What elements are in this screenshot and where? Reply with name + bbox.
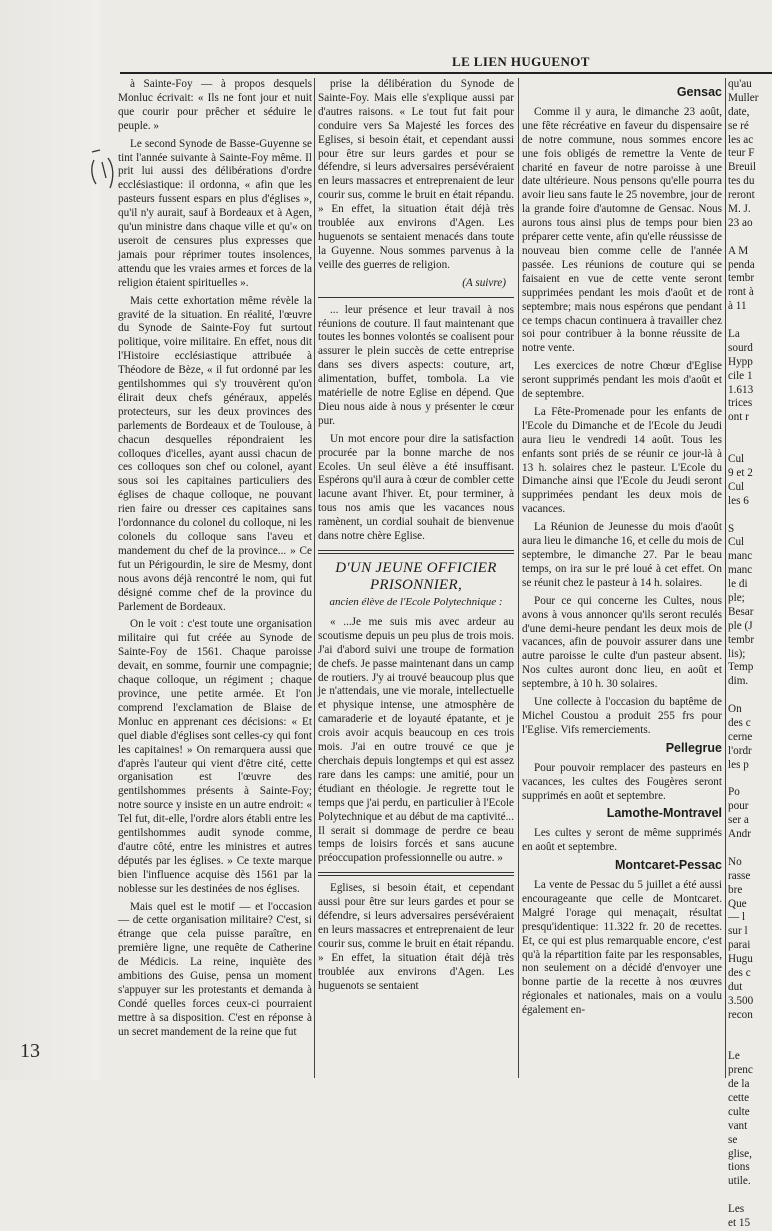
margin-stamp — [88, 148, 118, 197]
cut-off-line: cerne — [728, 730, 753, 743]
cut-off-line: recon — [728, 1008, 753, 1021]
cut-off-line: lis); — [728, 647, 746, 660]
page-number: 13 — [20, 1040, 40, 1062]
cut-off-line — [728, 689, 772, 703]
cut-off-line: Le — [728, 1050, 740, 1063]
cut-off-line: — l — [728, 911, 746, 924]
cut-off-line: dut — [728, 980, 743, 993]
newspaper-title: LE LIEN HUGUENOT — [452, 54, 590, 69]
cut-off-line: tes du — [728, 175, 755, 188]
paragraph: La vente de Pessac du 5 juillet a été aussi encourageante que celle de Montcaret. Malgré l'orage qui menaçait, résultat presqu'identique: 11.322 fr. 20 de recettes. Et, ce qui est plus remarquable encore, c'est qu'à la répartition faite par les responsables, non seulement on a décidé d'envoyer une bonne partie de la recette à nos œuvres régionales et nationales, mais on a voulu également en- — [522, 879, 722, 1017]
header-rule — [120, 72, 772, 74]
paragraph: Eglises, si besoin était, et cependant aussi pour être sur leurs gardes et pour se défendre, si leurs adversaires persévéraient en leurs massacres et entreprenaient de leur courir sus, comme le bruit en était répandu. » En effet, la situation était déjà très troublée aux environs d'Agen. Les huguenots se sentaient — [318, 882, 514, 992]
article-title: D'UN JEUNE OFFICIER PRISONNIER, — [335, 560, 497, 593]
cut-off-line: prenc — [728, 1064, 753, 1077]
cut-off-line: et 15 — [728, 1217, 751, 1230]
cut-off-line — [728, 1023, 772, 1037]
cut-off-line: manc — [728, 550, 753, 563]
cut-off-line: culte — [728, 1105, 750, 1118]
paragraph: Les exercices de notre Chœur d'Eglise seront supprimés pendant les mois d'août et de septembre. — [522, 360, 722, 401]
cut-off-line: ser a — [728, 814, 749, 827]
cut-off-line: 1.613 — [728, 383, 754, 396]
cut-off-line: les p — [728, 758, 749, 771]
section-heading-gensac: Gensac — [676, 85, 722, 99]
cut-off-line — [728, 509, 772, 523]
cut-off-line: vant — [728, 1119, 748, 1132]
cut-off-line: des c — [728, 716, 751, 729]
section-heading-lamothe: Lamothe-Montravel — [606, 806, 722, 821]
cut-off-line: tembr — [728, 272, 755, 285]
paragraph: Comme il y aura, le dimanche 23 août, une fête récréative en faveur du dispensaire de notre commune, nous sommes encore une fois obligés de remettre la Vente de charité en faveur de notre paroisse à une date ultérieure. Nous pensons qu'elle pourra avoir lieu sans faute le 25 novembre, jour de la grande foire d'automne de Gensac. Nous aurons tous ainsi plus de temps pour bien préparer cette vente, afin qu'elle réussisse de nouveau bien comme celle de l'année passée. Les réunions de couture qui se faisaient en vue de cette vente seront supprimées pendant les mois d'août et de septembre; mais nous espérons que pendant ce temps chacun continuera à travailler chez soi pour contribuer à la bonne réussite de notre vente. — [522, 105, 722, 355]
cut-off-line: sourd — [728, 341, 753, 354]
cut-off-line: ple; — [728, 591, 745, 604]
cut-off-line: ple (J — [728, 619, 753, 632]
section-rule — [318, 550, 514, 554]
paragraph: Mais cette exhortation même révèle la gravité de la situation. En réalité, l'œuvre du Synode de Sainte-Foy fut surtout politique, voire militaire. En effet, nous dit l'Histoire ecclésiastique attribuée à Théodore de Bèze, « il fut ordonné par les gentilshommes qui s'y trouvèrent qu'on élirait deux chefs généraux, appelés protecteurs, sur les deux provinces des parlements de Bordeaux et de Toulouse, à chacun desquelles répondraient les colloques d'icelles, ayant aussi chacun de ces colloques son chef ou colonel, ayant sous soi les capitaines particuliers des églises de chaque colloque, ne pouvant rien faire ou dresser ces capitaines sans l'ordonnance du colonel du colloque, ni les colonels du colloque sans l'aveu et mandement du chef de la province... » Ce fut un Périgourdin, le sire de Mesmy, dont nous avons déjà rencontré le nom, qui fut désigné comme chef de la province du Parlement de Bordeaux. — [118, 294, 312, 613]
section-rule — [318, 872, 514, 876]
cut-off-line — [728, 1189, 772, 1203]
paragraph: Une collecte à l'occasion du baptême de Michel Coustou a produit 255 frs pour l'Eglise. Vifs remerciements. — [522, 696, 722, 736]
section-heading-pellegrue: Pellegrue — [665, 740, 722, 755]
paragraph: Mais quel est le motif — et l'occasion — de cette organisation militaire? C'est, si étrange que cela puisse paraître, en première ligne, une requête de Catherine de Médicis. La reine, inquiète des ambitions des Guise, pensa un moment s'appuyer sur les protestants et demanda à Condé quelles forces ceux-ci pourraient mettre à sa disposition. C'est en réponse à un secret mandement de la reine que fut — [118, 900, 312, 1038]
column-divider — [314, 78, 315, 1078]
cut-off-line: reront — [728, 189, 755, 202]
section-rule — [318, 297, 514, 298]
cut-off-line: se — [728, 1133, 738, 1146]
article-byline: ancien élève de l'Ecole Polytechnique : — [329, 596, 503, 608]
cut-off-line: utile. — [728, 1175, 751, 1188]
cut-off-line: trices — [728, 397, 753, 410]
cut-off-line: Cul — [728, 536, 745, 549]
cut-off-line: le di — [728, 578, 748, 591]
cut-off-line: On — [728, 703, 742, 716]
paragraph: Le second Synode de Basse-Guyenne se tint l'année suivante à Sainte-Foy même. Il prit lui aussi des délibérations d'ordre ecclésiastique: il ordonna, « afin que les pasteurs fussent espars en plus d'églises », qu'il n'y aurait, sauf à Bordeaux et à Agen, qu'un ministre dans chaque ville et qu'« on useroit de censures plus expresses que jamais pour réprimer toutes insolences, attendu que les vraies armes et forces de la religion étaient spirituelles ». — [118, 137, 312, 289]
cut-off-line: S — [728, 522, 735, 535]
cut-off-line — [728, 773, 772, 787]
cut-off-line — [728, 439, 772, 453]
paragraph: Les cultes y seront de même supprimés en août et septembre. — [522, 827, 722, 854]
cut-off-line — [728, 425, 772, 439]
cut-off-line: parai — [728, 939, 751, 952]
cut-off-line: les ac — [728, 133, 754, 146]
cut-off-line — [728, 314, 772, 328]
cut-off-line: Que — [728, 897, 747, 910]
paragraph: La Réunion de Jeunesse du mois d'août aura lieu le dimanche 16, et celle du mois de septembre, le dimanche 27. Par le beau temps, on ira sur le pré loué à cet effet. On se réunit chez le pasteur à 14 h. solaires. — [522, 521, 722, 589]
cut-off-line: manc — [728, 564, 753, 577]
paragraph: Pour ce qui concerne les Cultes, nous avons à vous annoncer qu'ils seront reculés d'une demi-heure pendant les deux mois de vacances, afin de pouvoir assurer dans une autre paroisse le culte d'un pasteur absent. Nos cultes auront donc lieu, en août et septembre, à 10 h. 30 solaires. — [522, 594, 722, 691]
cut-off-line — [728, 1036, 772, 1050]
cut-off-line: penda — [728, 258, 755, 271]
paragraph: ... leur présence et leur travail à nos réunions de couture. Il faut maintenant que toutes les bonnes volontés se coalisent pour assurer le plein succès de cette entreprise dans ses divers aspects: couture, art, alimentation, buffet, tombola. La vie matérielle de notre Eglise en dépend. Que Dieu nous aide à nous y présenter le cœur pur. — [318, 303, 514, 427]
cut-off-line: Hugu — [728, 953, 753, 966]
column-parish-news — [522, 82, 722, 1022]
cut-off-line: Andr — [728, 828, 751, 841]
paragraph: Un mot encore pour dire la satisfaction procurée par la bonne marche de nos Ecoles. Un seul élève a été insuffisant. Espérons qu'il aura à cœur de combler cette lacune avant l'hiver. Et, pour terminer, à tous nos amis que les vacances nous ramènent, un cordial souhait de bienvenue dans notre chère Eglise. — [318, 432, 514, 543]
cut-off-line: cile 1 — [728, 369, 753, 382]
cut-off-line: qu'au — [728, 78, 752, 90]
cut-off-line: 9 et 2 — [728, 466, 753, 479]
paragraph: On le voit : c'est toute une organisation militaire qui fut créée au Synode de Sainte-Foy de 1561. Chaque paroisse devait, en somme, fournir une compagnie; chaque colloque, un régiment ; chaque province, une petite armée. Et l'on comprend l'exclamation de Blaise de Monluc en apprenant ces décisions: « Et quel diable d'églises sont celles-cy qui font les capitaines! » On remarquera aussi que d'après l'auteur qui vient d'être cité, cette organisation est l'œuvre des gentilshommes présents à Sainte-Foy; notre source y insiste en un autre endroit: « Tel fut, dit-elle, l'ordre alors établi entre les gentilshommes audit synode comme, d'autre côté, entre les ministres et autres députés par les églises. » Ce texte marque bien l'influence acquise dès 1561 par la noblesse sur les destinées de nos églises. — [118, 618, 312, 895]
column-cut-off — [728, 78, 772, 1231]
cut-off-line: tions — [728, 1161, 750, 1174]
cut-off-line: sur l — [728, 925, 748, 938]
cut-off-line: 3.500 — [728, 994, 754, 1007]
cut-off-line — [728, 842, 772, 856]
cut-off-line: Cul — [728, 480, 745, 493]
column-divider — [725, 78, 726, 1078]
cut-off-line: les 6 — [728, 494, 749, 507]
section-heading-montcaret: Montcaret-Pessac — [615, 858, 722, 873]
article-body: « ...Je me suis mis avec ardeur au scoutisme depuis un peu plus de trois mois. J'ai d'abord suivi une troupe de formation de chefs. Je passe maintenant dans un camp de routiers. J'y ai trouvé beaucoup plus que je n'attendais, une vie morale, intellectuelle et physique intense, une atmosphère de camaraderie et de loyauté épatante, et je crois avoir acquis beaucoup en ces trois mois. J'ai en outre trouvé ce que je cherchais depuis longtemps et qui est assez rare dans les camps: une amitié, pour un étudiant en théologie. Je regrette tout le temps que j'ai perdu, en particulier à l'Ecole Polytechnique et au début de ma captivité... Il serait si dommage de perdre ce beau temps de loisirs forcés et sans aucune préoccupation professionnelle ou autre. » — [318, 615, 515, 865]
cut-off-line: pour — [728, 800, 749, 813]
cut-off-line: teur F — [728, 147, 755, 160]
cut-off-line: Les — [728, 1203, 745, 1216]
cut-off-line: tembr — [728, 633, 755, 646]
column-middle — [318, 78, 514, 997]
cut-off-line: se ré — [728, 119, 749, 132]
paragraph: à Sainte-Foy — à propos desquels Monluc écrivait: « Ils ne font jour et nuit que courir pour prêcher et séduire le peuple. » — [118, 78, 312, 132]
to-be-continued: (A suivre) — [462, 276, 506, 289]
cut-off-line: date, — [728, 105, 750, 118]
cut-off-line: La — [728, 328, 740, 341]
cut-off-line: rasse — [728, 869, 751, 882]
cut-off-line: M. J. — [728, 203, 751, 216]
cut-off-line: à 11 — [728, 300, 747, 313]
paragraph: Pour pouvoir remplacer des pasteurs en vacances, les cultes des Fougères seront supprimés en août et septembre. — [522, 761, 722, 802]
cut-off-line: des c — [728, 967, 751, 979]
cut-off-line: 23 ao — [728, 216, 753, 229]
cut-off-line: Temp — [728, 661, 754, 674]
cut-off-line: bre — [728, 883, 743, 896]
cut-off-line: cette — [728, 1092, 750, 1105]
cut-off-line: A M — [728, 244, 749, 257]
cut-off-line: l'ordr — [728, 744, 752, 757]
cut-off-line: dim. — [728, 675, 749, 688]
paragraph: prise la délibération du Synode de Sainte-Foy. Mais elle s'explique aussi par d'autres raisons. « Le tout fut fait pour conduire vers Sa Majesté les forces des Eglises, si besoin était, et cependant aussi pour être sur leurs gardes et pour se défendre, si leurs adversaires persévéraient en leurs massacres et entreprenaient de leur courir sus, comme le bruit en était répandu. » En effet, la situation était déjà très troublée aux environs d'Agen. Les huguenots se sentaient menacés dans toute la Guyenne. Nous sommes parvenus à la veille des guerres de religion. — [318, 78, 514, 271]
cut-off-line: No — [728, 855, 742, 868]
page-fold-margin — [0, 0, 100, 1080]
cut-off-line: glise, — [728, 1147, 752, 1160]
cut-off-line: Po — [728, 786, 740, 799]
cut-off-line: ont r — [728, 411, 749, 424]
cut-off-line: Cul — [728, 453, 745, 466]
cut-off-line: Breuil — [728, 161, 756, 174]
cut-off-line: Hypp — [728, 355, 753, 368]
cut-off-line — [728, 231, 772, 245]
column-divider — [518, 78, 519, 1078]
cut-off-line: de la — [728, 1078, 750, 1091]
column-history — [118, 78, 312, 1044]
cut-off-line: Muller — [728, 91, 759, 104]
margin-stamp-mark — [88, 148, 118, 192]
cut-off-line: ront à — [728, 286, 754, 299]
paragraph: La Fête-Promenade pour les enfants de l'Ecole du Dimanche et de l'Ecole du Jeudi aura lieu le vendredi 14 août. Tous les enfants sont priés de se réunir ce jour-là à 13 h. solaires chez le pasteur. L'Ecole du Dimanche ainsi que l'Ecole du Jeudi seront supprimées pendant les deux mois de vacances. — [522, 405, 722, 516]
cut-off-line: Besar — [728, 605, 754, 618]
